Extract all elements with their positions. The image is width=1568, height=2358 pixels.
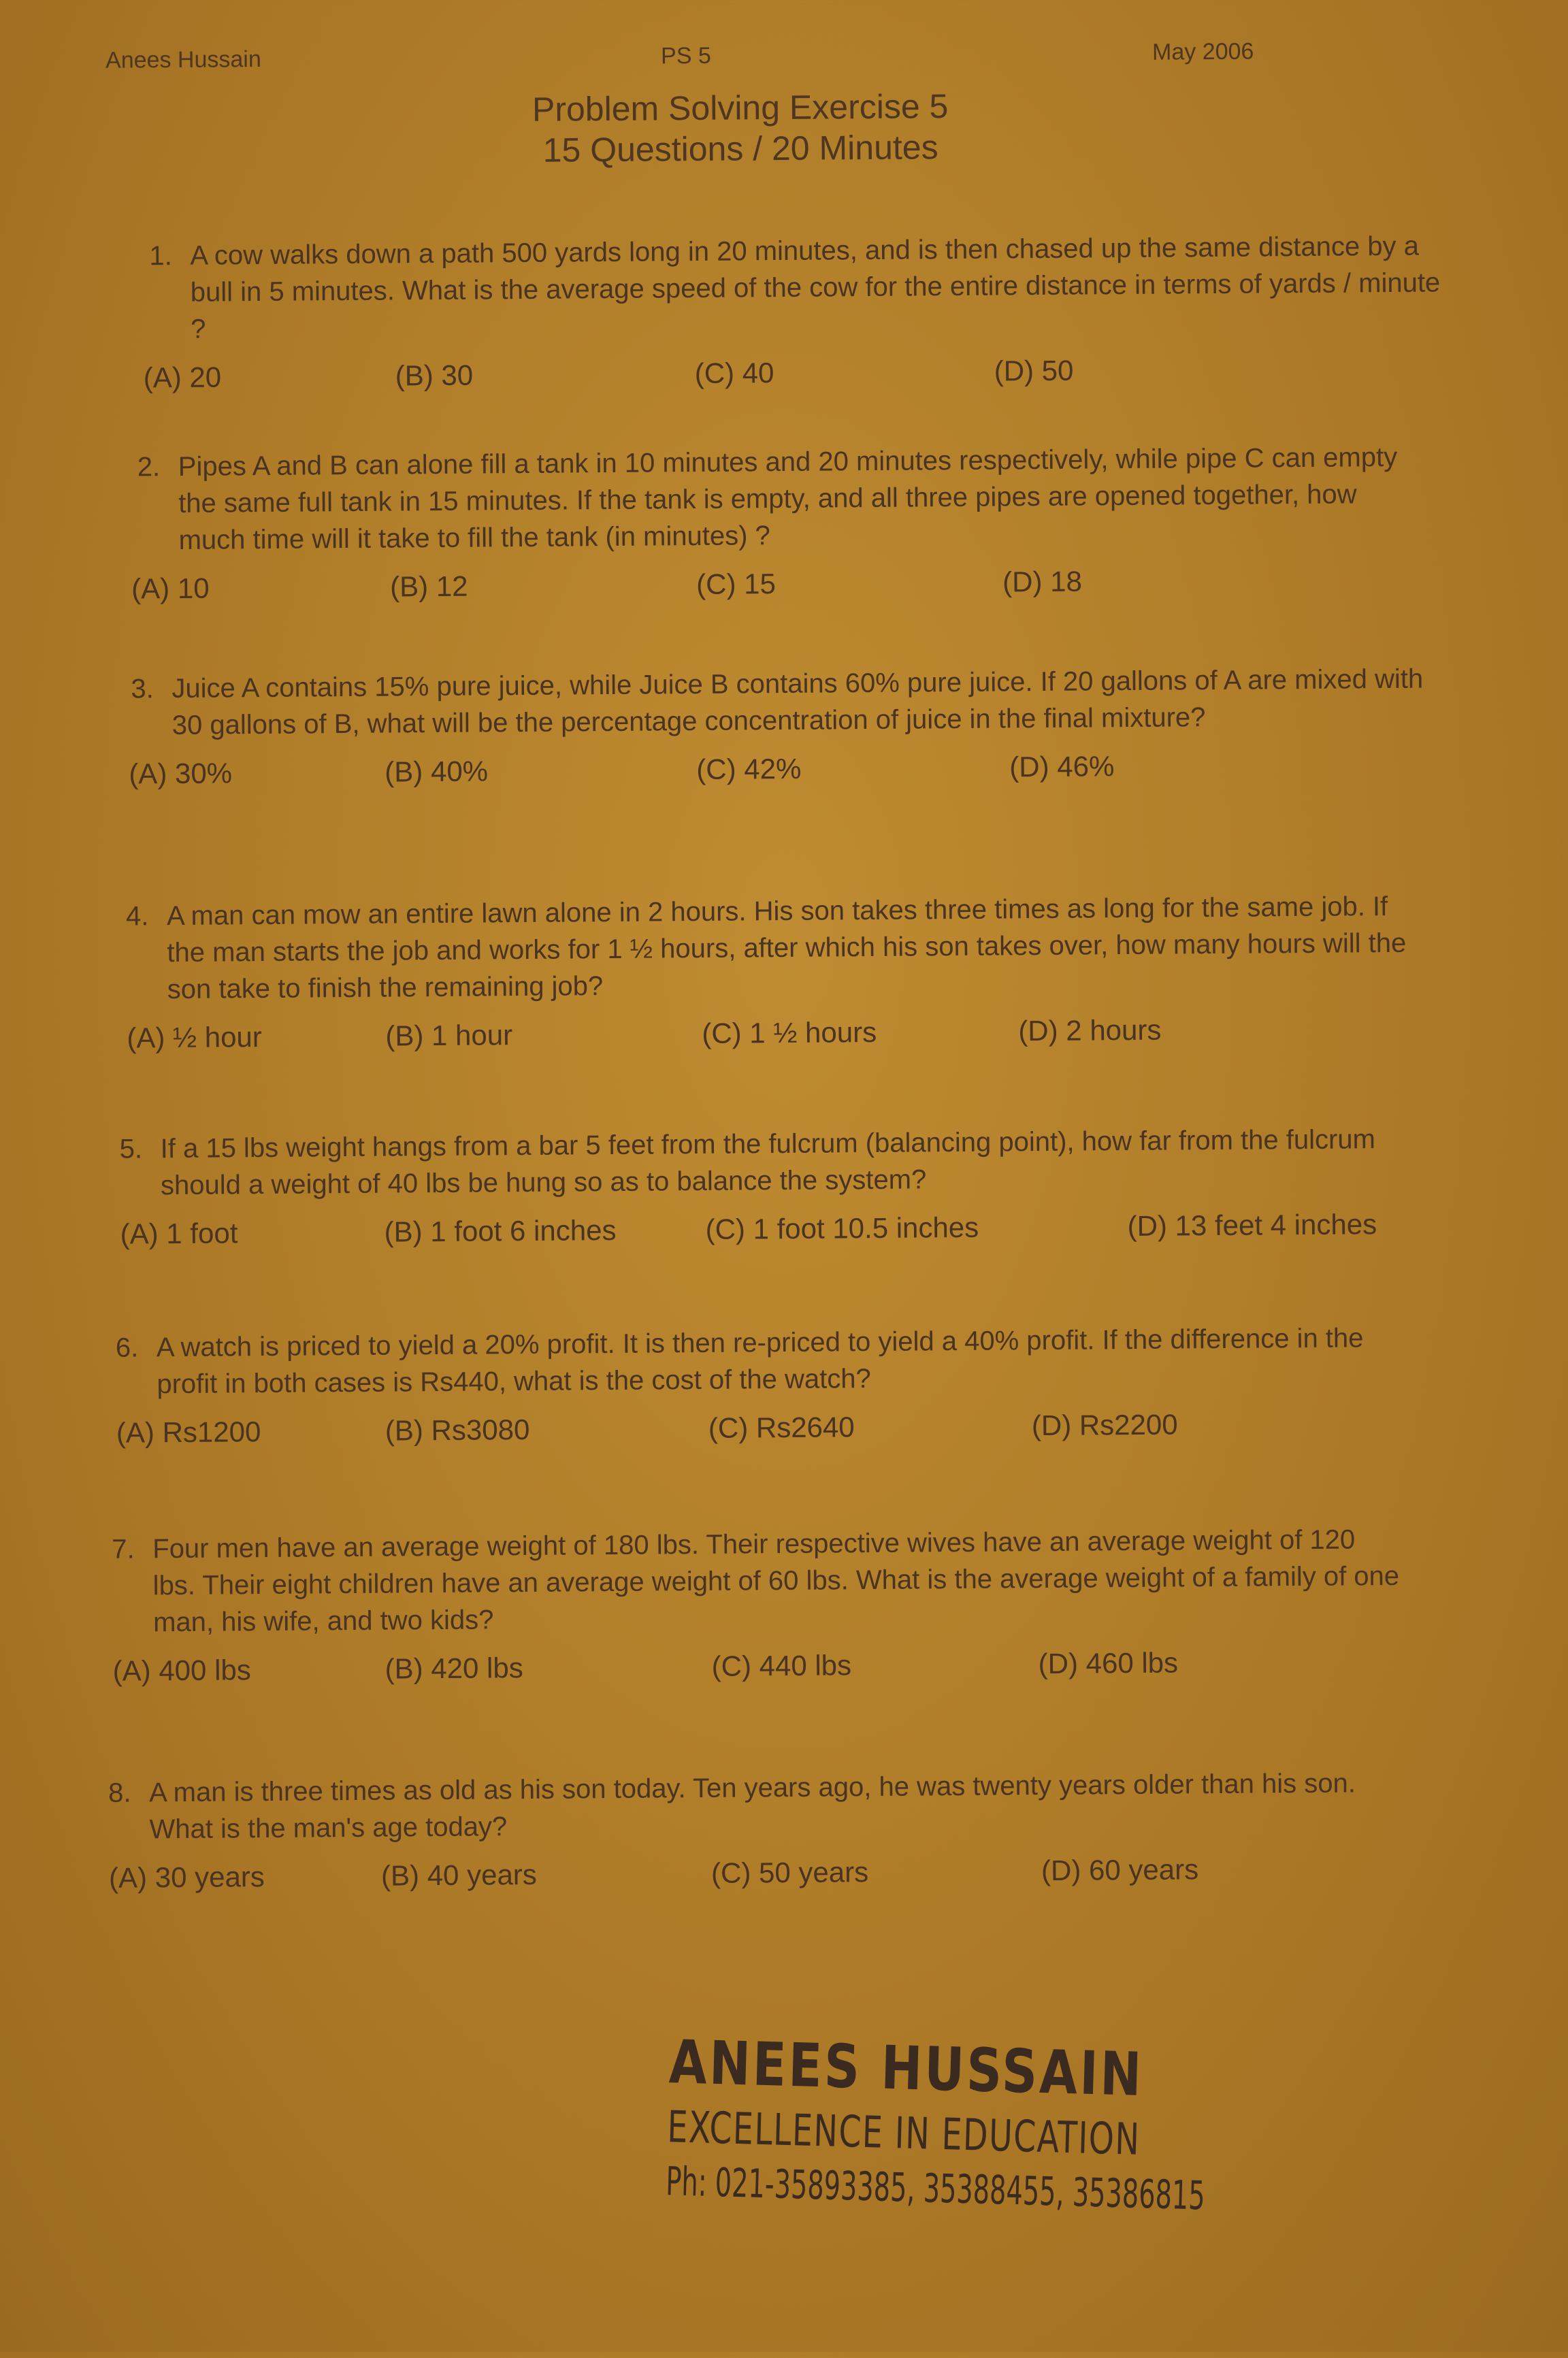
- option-b: (B) 1 foot 6 inches: [384, 1213, 617, 1248]
- option-a: (A) 1 foot: [120, 1217, 238, 1250]
- question-3: [131, 661, 1424, 799]
- option-d: (D) Rs2200: [1031, 1408, 1178, 1442]
- option-a: (A) 400 lbs: [112, 1654, 251, 1687]
- option-a: (A) Rs1200: [116, 1415, 261, 1449]
- question-text: Four men have an average weight of 180 lbs. Their respective wives have an average weight of 120 lbs. Their eight children have an average weight of 60 lbs. What is the average weight of a family of one man, his wife, and two kids?: [152, 1524, 1400, 1638]
- option-b: (B) 1 hour: [385, 1019, 513, 1052]
- option-c: (C) 440 lbs: [711, 1649, 852, 1682]
- option-d: (D) 46%: [1009, 750, 1115, 783]
- question-text: A watch is priced to yield a 20% profit. It is then re-priced to yield a 40% profit. If the difference in the profit in both cases is Rs440, what is the cost of the watch?: [156, 1323, 1364, 1400]
- question-number: 3.: [131, 674, 154, 704]
- option-d: (D) 18: [1002, 565, 1083, 598]
- title-line-1: Problem Solving Exercise 5: [532, 87, 949, 129]
- option-d: (D) 2 hours: [1018, 1013, 1162, 1047]
- option-a: (A) 30%: [129, 757, 233, 790]
- question-2: [131, 439, 1432, 614]
- answer-options: [131, 563, 1431, 614]
- answer-options: [120, 1208, 1413, 1259]
- question-4: [126, 888, 1420, 1063]
- question-number: 8.: [108, 1778, 131, 1808]
- option-c: (C) 1 foot 10.5 inches: [705, 1211, 979, 1245]
- question-7: [112, 1521, 1406, 1696]
- option-c: (C) 42%: [696, 752, 802, 785]
- answer-options: [112, 1645, 1405, 1696]
- option-a: (A) 20: [143, 361, 222, 394]
- question-1: [143, 227, 1443, 402]
- option-b: (B) Rs3080: [385, 1413, 530, 1447]
- question-text: If a 15 lbs weight hangs from a bar 5 feet from the fulcrum (balancing point), how far from the fulcrum should a weight of 40 lbs be hung so as to balance the system?: [160, 1124, 1376, 1201]
- option-b: (B) 420 lbs: [385, 1652, 523, 1685]
- option-b: (B) 12: [389, 570, 468, 603]
- stamp-phone: Ph: 021-35893385, 35388455, 35386815: [665, 2158, 1206, 2219]
- question-8: [108, 1765, 1402, 1903]
- option-d: (D) 460 lbs: [1038, 1646, 1179, 1680]
- header-author: Anees Hussain: [105, 46, 261, 73]
- answer-options: [131, 748, 1424, 799]
- question-number: 7.: [112, 1534, 135, 1565]
- question-number: 4.: [125, 901, 149, 932]
- question-text: A cow walks down a path 500 yards long in 20 minutes, and is then chased up the same distance by a bull in 5 minutes. What is the average speed of the cow for the entire distance in terms of yards / minute ?: [190, 231, 1441, 344]
- question-number: 6.: [115, 1332, 139, 1363]
- option-c: (C) 40: [694, 357, 774, 389]
- option-a: (A) 10: [131, 572, 210, 605]
- institute-stamp: [665, 2027, 1206, 2219]
- option-b: (B) 30: [395, 359, 474, 392]
- answer-options: [116, 1407, 1409, 1458]
- header-date: May 2006: [1152, 38, 1254, 65]
- stamp-name: ANEES HUSSAIN: [668, 2027, 1145, 2110]
- header-code: PS 5: [660, 42, 711, 69]
- option-c: (C) 1 ½ hours: [702, 1015, 877, 1049]
- option-d: (D) 13 feet 4 inches: [1127, 1208, 1377, 1243]
- title-line-2: 15 Questions / 20 Minutes: [542, 128, 938, 169]
- question-text: A man can mow an entire lawn alone in 2 hours. His son takes three times as long for the same job. If the man starts the job and works for 1 ½ hours, after which his son takes over, how many hours will the son take to finish the remaining job?: [166, 891, 1407, 1005]
- option-c: (C) Rs2640: [708, 1411, 855, 1444]
- option-a: (A) 30 years: [108, 1861, 265, 1894]
- option-c: (C) 15: [696, 568, 777, 600]
- question-number: 5.: [119, 1134, 143, 1164]
- question-text: Juice A contains 15% pure juice, while Juice B contains 60% pure juice. If 20 gallons of A are mixed with 30 gallons of B, what will be the percentage concentration of juice in the final mixture?: [172, 664, 1424, 741]
- option-d: (D) 60 years: [1041, 1853, 1199, 1887]
- answer-options: [109, 1852, 1402, 1903]
- question-number: 1.: [149, 241, 172, 272]
- question-5: [119, 1121, 1413, 1259]
- answer-options: [127, 1012, 1420, 1063]
- answer-options: [143, 351, 1443, 402]
- question-number: 2.: [137, 452, 161, 482]
- stamp-tagline: EXCELLENCE IN EDUCATION: [666, 2102, 1141, 2165]
- question-text: A man is three times as old as his son today. Ten years ago, he was twenty years older than his son. What is the man's age today?: [148, 1768, 1356, 1845]
- page-title: [0, 82, 1489, 175]
- option-a: (A) ½ hour: [127, 1021, 262, 1054]
- option-b: (B) 40%: [385, 755, 489, 788]
- option-c: (C) 50 years: [710, 1856, 869, 1889]
- option-d: (D) 50: [994, 354, 1074, 387]
- question-text: Pipes A and B can alone fill a tank in 10 minutes and 20 minutes respectively, while pipe C can empty the same full tank in 15 minutes. If the tank is empty, and all three pipes are opened together, how much time will it take to fill the tank (in minutes) ?: [178, 442, 1398, 555]
- question-6: [116, 1320, 1409, 1458]
- option-b: (B) 40 years: [380, 1858, 537, 1892]
